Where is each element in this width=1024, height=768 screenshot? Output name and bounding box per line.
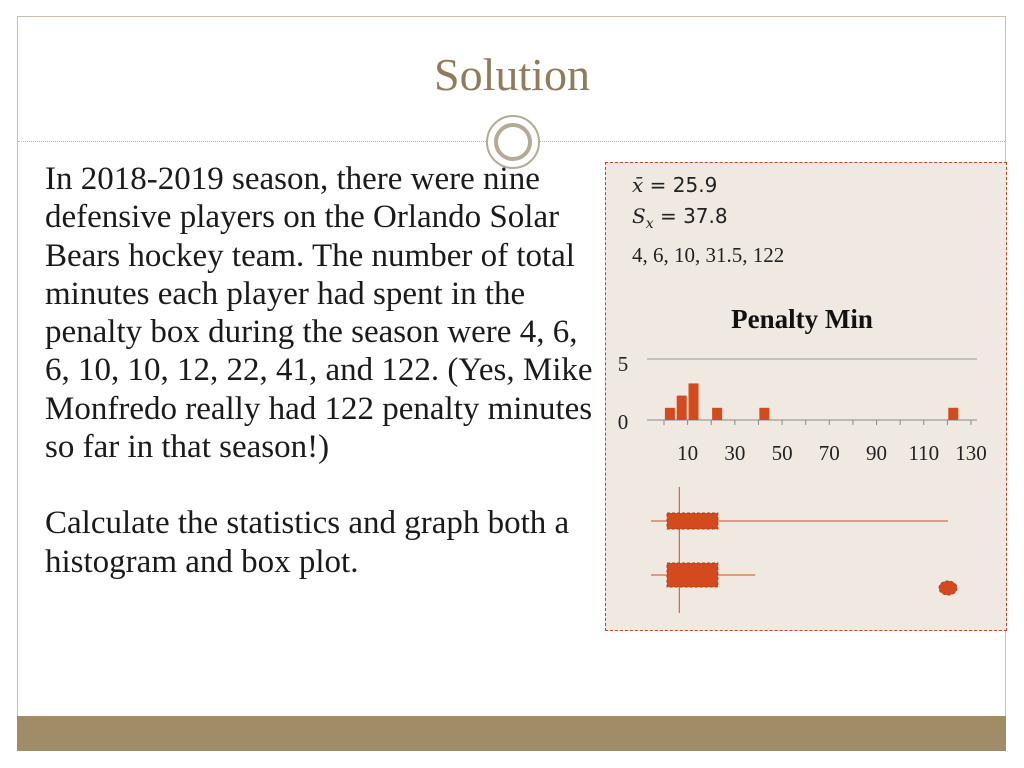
histogram-y-tick-label: 0 <box>617 410 629 434</box>
histogram-x-tick-label: 70 <box>818 441 840 465</box>
histogram-y-tick-label: 5 <box>617 352 629 376</box>
statistics-block <box>632 170 784 271</box>
histogram-bar <box>712 408 722 420</box>
slide-title: Solution <box>434 49 590 100</box>
problem-paragraph: In 2018-2019 season, there were nine defensive players on the Orlando Solar Bears hockey team. The number of total minutes each player had spent in the penalty box during the season were 4, 6, 6, 10, 10, 12, 22, 41, and 122. (Yes, Mike Monfredo really had 122 penalty minutes so far in that season!) <box>45 161 593 466</box>
divider-ring-inner <box>494 123 532 161</box>
mean-value: = 25.9 <box>649 173 718 197</box>
box-plot-outlier <box>939 581 957 595</box>
box-plot-box <box>667 513 718 529</box>
histogram-bar <box>759 408 769 420</box>
box-plots <box>651 487 957 613</box>
sd-line <box>632 201 784 240</box>
mean-line <box>632 170 784 201</box>
histogram-x-tick-label: 10 <box>677 441 699 465</box>
instruction-paragraph: Calculate the statistics and graph both a histogram and box plot. <box>45 505 570 580</box>
histogram-bar <box>948 408 958 420</box>
histogram-bar <box>677 396 687 420</box>
footer-band <box>17 716 1006 751</box>
slide-body <box>45 160 605 581</box>
histogram-x-tick-label: 130 <box>955 441 987 465</box>
histogram-x-tick-label: 110 <box>908 441 940 465</box>
mean-symbol: x̄ <box>632 173 644 197</box>
histogram-x-tick-label: 30 <box>724 441 746 465</box>
histogram-x-tick-label: 90 <box>866 441 888 465</box>
sd-value: = 37.8 <box>659 204 728 228</box>
title-divider-left <box>18 141 486 142</box>
box-plot-box <box>667 563 718 587</box>
histogram-x-tick-label: 50 <box>771 441 793 465</box>
histogram-bar <box>689 383 699 420</box>
histogram-title: Penalty Min <box>731 304 873 334</box>
histogram-bar <box>665 408 675 420</box>
sd-subscript: x <box>645 216 654 232</box>
title-divider-right <box>540 141 1005 142</box>
sd-symbol: S <box>632 204 646 228</box>
five-number-summary: 4, 6, 10, 31.5, 122 <box>632 243 785 267</box>
charts-svg <box>605 290 1007 630</box>
histogram <box>618 304 987 465</box>
